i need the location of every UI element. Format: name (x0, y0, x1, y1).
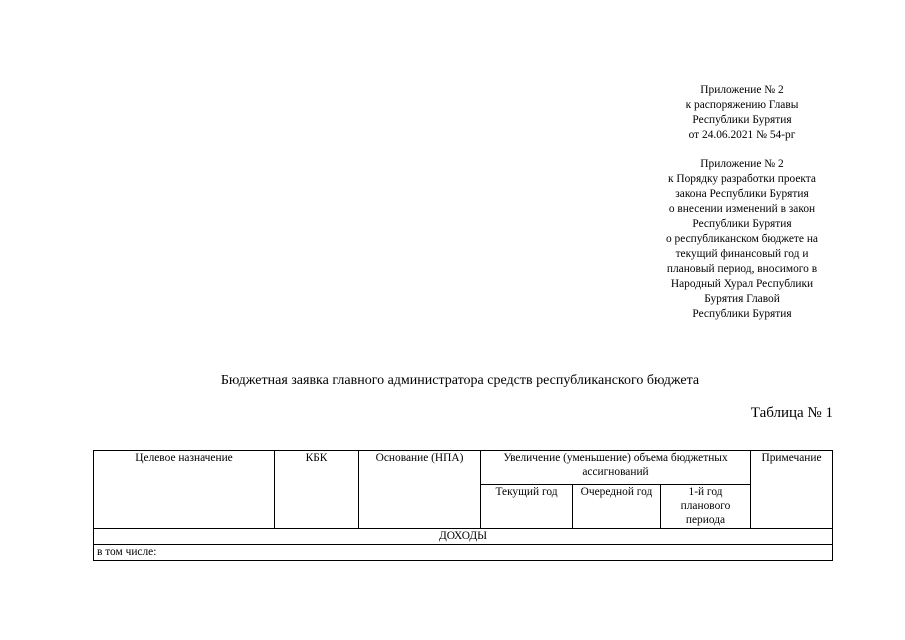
table-label: Таблица № 1 (750, 405, 833, 421)
header-current-year: Текущий год (481, 485, 573, 529)
header-purpose: Целевое назначение (94, 451, 275, 529)
budget-request-table (93, 450, 833, 561)
annex-block-procedure (640, 157, 844, 322)
table-header-row (94, 451, 833, 485)
annex-line: Приложение № 2 (700, 84, 784, 96)
annex-line: закона Республики Бурятия (675, 188, 809, 200)
annex-line: о республиканском бюджете на (666, 233, 818, 245)
header-note: Примечание (751, 451, 833, 529)
header-basis: Основание (НПА) (359, 451, 481, 529)
annex-line: текущий финансовый год и (675, 248, 809, 260)
header-next-year: Очередной год (573, 485, 661, 529)
annex-line: Приложение № 2 (700, 158, 784, 170)
section-row-income (94, 529, 833, 545)
annex-block-order (640, 83, 844, 143)
annex-line: от 24.06.2021 № 54-рг (688, 129, 796, 141)
annex-line: Республики Бурятия (692, 114, 792, 126)
including-row (94, 545, 833, 561)
annex-line: к распоряжению Главы (685, 99, 799, 111)
section-income: ДОХОДЫ (94, 529, 833, 545)
header-change: Увеличение (уменьшение) объема бюджетных ассигнований (481, 451, 751, 485)
annex-line: плановый период, вносимого в (666, 263, 818, 275)
annex-line: Бурятия Главой (704, 293, 780, 305)
annex-line: о внесении изменений в закон (668, 203, 816, 215)
header-plan-year-1: 1-й год планового периода (661, 485, 751, 529)
annex-line: Республики Бурятия (692, 218, 792, 230)
annex-line: Республики Бурятия (692, 308, 792, 320)
annex-line: к Порядку разработки проекта (668, 173, 816, 185)
including-label: в том числе: (94, 545, 833, 561)
annex-line: Народный Хурал Республики (670, 278, 814, 290)
header-kbk: КБК (275, 451, 359, 529)
document-title: Бюджетная заявка главного администратора средств республиканского бюджета (220, 373, 700, 388)
